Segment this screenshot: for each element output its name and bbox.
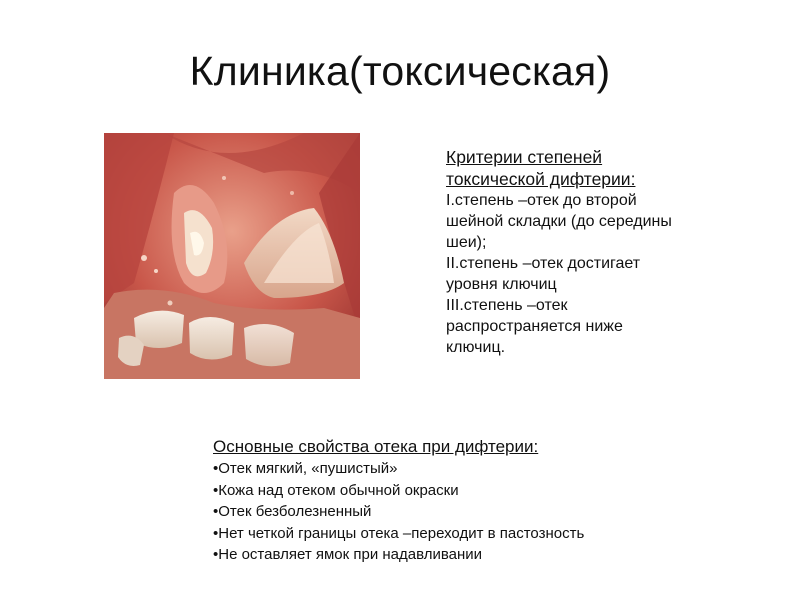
- criteria-heading-line-1: Критерии степеней: [446, 147, 603, 167]
- properties-item: •Не оставляет ямок при надавливании: [213, 546, 483, 563]
- criteria-line: III.степень –отек: [446, 297, 568, 314]
- diphtheria-severity-criteria: [446, 146, 746, 358]
- properties-heading: Основные свойства отека при дифтерии:: [213, 437, 539, 456]
- properties-item: •Отек безболезненный: [213, 503, 372, 520]
- criteria-line: шейной складки (до середины: [446, 213, 672, 230]
- criteria-line: I.степень –отек до второй: [446, 192, 637, 209]
- criteria-line: II.степень –отек достигает: [446, 255, 641, 272]
- properties-item: •Отек мягкий, «пушистый»: [213, 460, 398, 477]
- criteria-line: уровня ключиц: [446, 276, 557, 293]
- criteria-heading-line-2: токсической дифтерии:: [446, 169, 636, 189]
- properties-item: •Нет четкой границы отека –переходит в пастозность: [213, 524, 585, 542]
- edema-properties: [213, 436, 733, 566]
- throat-photo: [104, 133, 360, 379]
- properties-item: •Кожа над отеком обычной окраски: [213, 481, 459, 499]
- criteria-line: шеи);: [446, 234, 487, 251]
- slide-title: Клиника(токсическая): [189, 48, 611, 94]
- criteria-line: ключиц.: [446, 339, 506, 356]
- criteria-line: распространяется ниже: [446, 318, 623, 335]
